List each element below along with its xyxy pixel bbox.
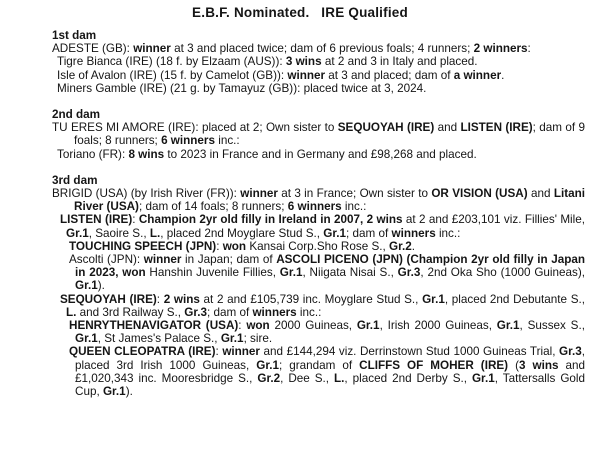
section-heading: 2nd dam xyxy=(52,108,101,122)
pedigree-paragraph: ADESTE (GB): winner at 3 and placed twice; dam of 6 previous foals; 4 runners; 2 winners: xyxy=(52,42,531,56)
pedigree-paragraph: Toriano (FR): 8 wins to 2023 in France and in Germany and £98,268 and placed. xyxy=(57,147,477,161)
pedigree-paragraph: SEQUOYAH (IRE): 2 wins at 2 and £105,739 inc. Moyglare Stud S., Gr.1, placed 2nd Debutante S., L. and 3rd Railway S., Gr.3; dam of winners inc.: xyxy=(60,292,585,319)
pedigree-section xyxy=(52,174,585,398)
pedigree-section xyxy=(52,29,585,95)
section-heading: 3rd dam xyxy=(52,173,98,187)
pedigree-paragraph: Isle of Avalon (IRE) (15 f. by Camelot (GB)): winner at 3 and placed; dam of a winner. xyxy=(57,68,505,82)
pedigree-paragraph: TU ERES MI AMORE (IRE): placed at 2; Own sister to SEQUOYAH (IRE) and LISTEN (IRE); dam of 9 foals; 8 runners; 6 winners inc.: xyxy=(52,121,585,148)
pedigree-paragraph: Miners Gamble (IRE) (21 g. by Tamayuz (GB)): placed twice at 3, 2024. xyxy=(57,81,427,95)
pedigree-paragraph: LISTEN (IRE): Champion 2yr old filly in Ireland in 2007, 2 wins at 2 and £203,101 viz. Fillies' Mile, Gr.1, Saoire S., L., placed 2nd Moyglare Stud S., Gr.1; dam of winners inc.: xyxy=(60,213,585,240)
pedigree-paragraph: QUEEN CLEOPATRA (IRE): winner and £144,294 viz. Derrinstown Stud 1000 Guineas Trial, Gr.3, placed 3rd Irish 1000 Guineas, Gr.1; grandam of CLIFFS OF MOHER (IRE) (3 wins and £1,020,343 inc. Mooresbridge S., Gr.2, Dee S., L., placed 2nd Derby S., Gr.1, Tattersalls Gold Cup, Gr.1). xyxy=(69,345,586,399)
pedigree-paragraph: Ascolti (JPN): winner in Japan; dam of ASCOLI PICENO (JPN) (Champion 2yr old filly in Japan in 2023, won Hanshin Juvenile Fillies, Gr.1, Niigata Nisai S., Gr.3, 2nd Oka Sho (1000 Guineas), Gr.1). xyxy=(69,253,586,293)
pedigree-section xyxy=(52,108,585,161)
pedigree-paragraph: Tigre Bianca (IRE) (18 f. by Elzaam (AUS)): 3 wins at 2 and 3 in Italy and placed. xyxy=(57,55,478,69)
section-heading: 1st dam xyxy=(52,29,97,42)
pedigree-text xyxy=(0,29,600,398)
pedigree-paragraph: HENRYTHENAVIGATOR (USA): won 2000 Guineas, Gr.1, Irish 2000 Guineas, Gr.1, Sussex S., Gr.1, St James's Palace S., Gr.1; sire. xyxy=(69,319,585,346)
page-title: E.B.F. Nominated. IRE Qualified xyxy=(192,5,408,20)
pedigree-paragraph: BRIGID (USA) (by Irish River (FR)): winner at 3 in France; Own sister to OR VISION (USA) and Litani River (USA); dam of 14 foals; 8 runners; 6 winners inc.: xyxy=(52,187,585,214)
pedigree-paragraph: TOUCHING SPEECH (JPN): won Kansai Corp.Sho Rose S., Gr.2. xyxy=(69,239,415,253)
